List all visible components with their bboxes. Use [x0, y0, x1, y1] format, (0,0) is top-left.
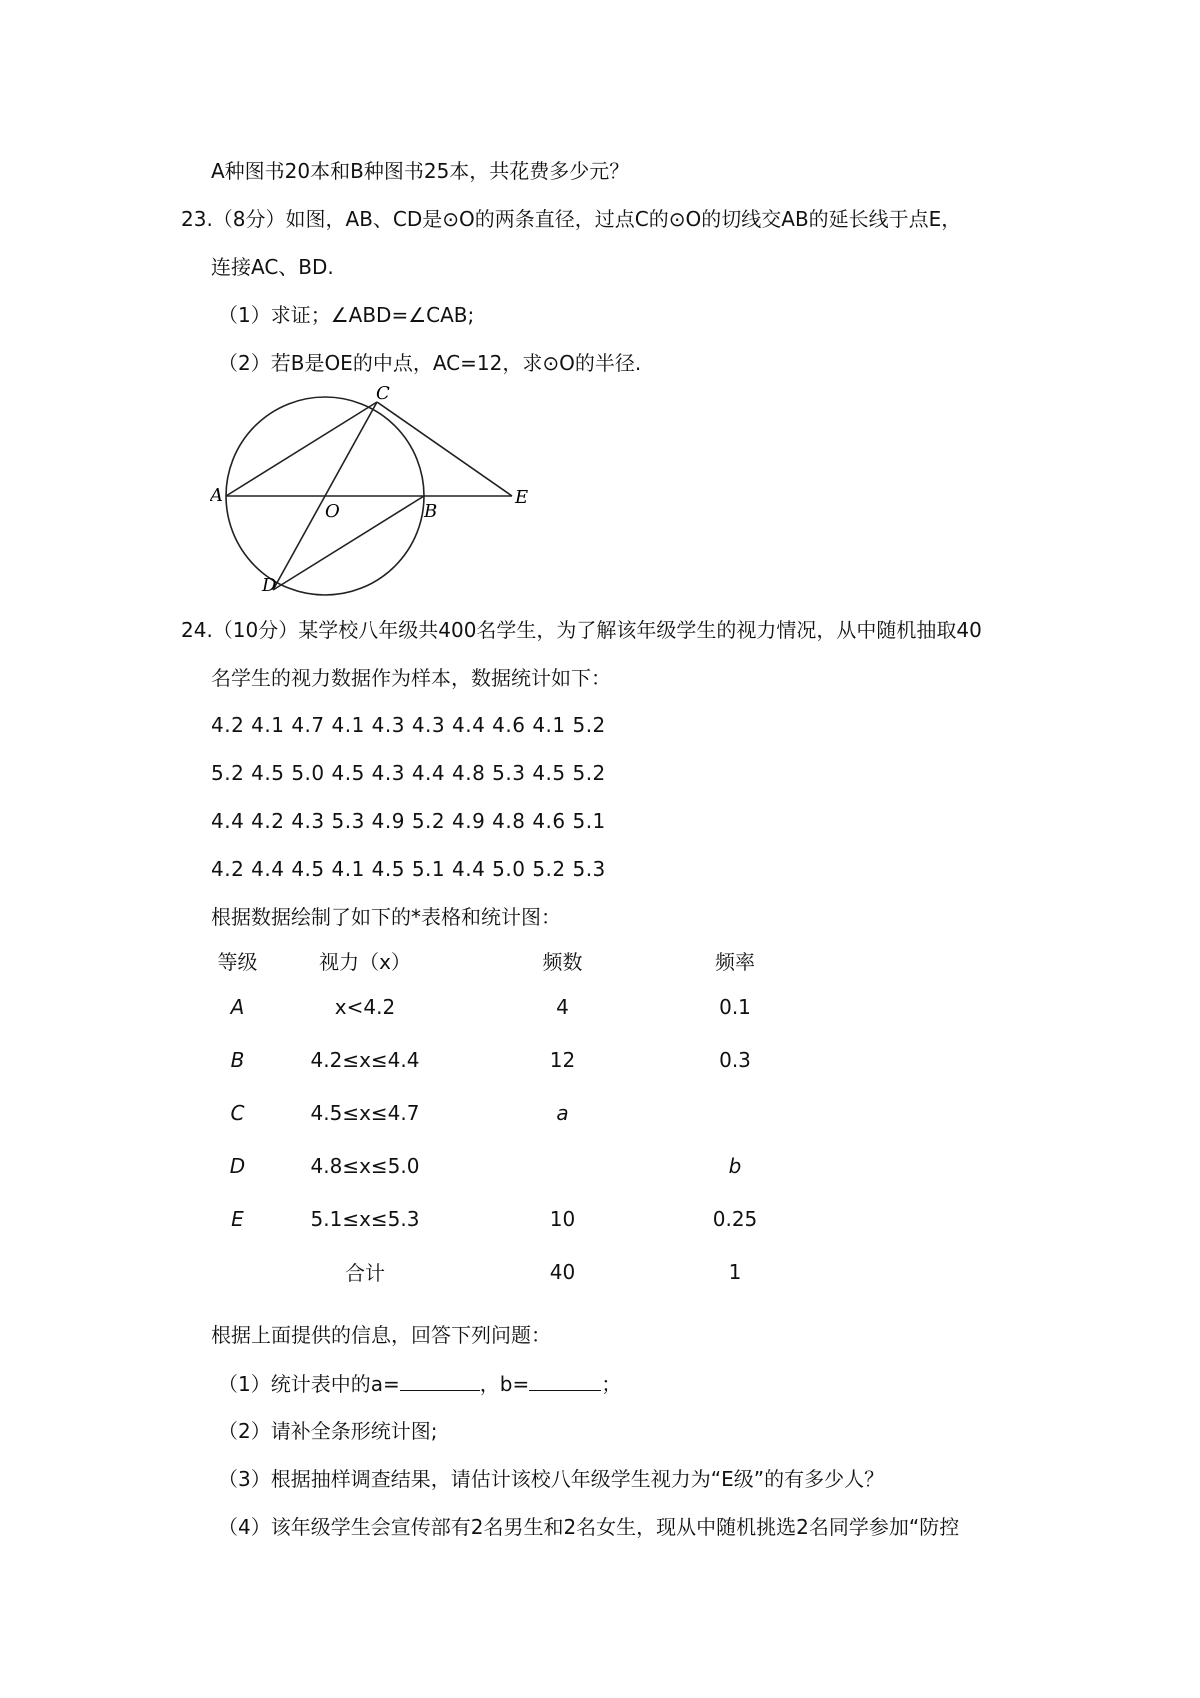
part-1-mid: ，b=: [479, 1372, 530, 1396]
question-24-stem-cont: 名学生的视力数据作为样本，数据统计如下：: [211, 666, 611, 690]
label-e: E: [515, 487, 529, 508]
cell-count: a: [556, 1100, 569, 1125]
cell-total-count: 40: [549, 1259, 576, 1284]
cell-rate: 0.25: [712, 1206, 758, 1231]
cell-grade: [200, 1245, 275, 1298]
cell-rate: [670, 1086, 800, 1139]
label-o: O: [325, 501, 340, 522]
cell-range: 4.2≤x≤4.4: [310, 1047, 420, 1072]
answer-blank-b: [529, 1370, 601, 1391]
cell-range: 4.8≤x≤5.0: [310, 1153, 420, 1178]
tangent-ce: [377, 402, 512, 496]
data-row-4: 4.2 4.4 4.5 4.1 4.5 5.1 4.4 5.0 5.2 5.3: [211, 857, 606, 881]
cell-grade: E: [231, 1206, 244, 1231]
frequency-table: [200, 940, 800, 1298]
question-24-stem: 24.（10分）某学校八年级共400名学生，为了解该年级学生的视力情况，从中随机抽取40: [181, 618, 982, 642]
question-24-part-2: （2）请补全条形统计图;: [218, 1419, 438, 1443]
answer-intro: 根据上面提供的信息，回答下列问题：: [211, 1323, 551, 1347]
question-23-part-1: （1）求证；∠ABD=∠CAB;: [218, 303, 475, 327]
cell-rate: 0.1: [719, 994, 751, 1019]
label-c: C: [376, 385, 390, 404]
table-row: [200, 1086, 800, 1139]
cell-range: x<4.2: [334, 994, 396, 1019]
question-23-stem: 23.（8分）如图，AB、CD是⊙O的两条直径，过点C的⊙O的切线交AB的延长线于点E，: [181, 207, 962, 231]
table-intro: 根据数据绘制了如下的*表格和统计图：: [211, 905, 561, 929]
label-a: A: [210, 485, 223, 506]
question-23-part-2: （2）若B是OE的中点，AC=12，求⊙O的半径.: [218, 351, 642, 375]
cell-grade: D: [229, 1153, 246, 1178]
answer-blank-a: [400, 1370, 480, 1391]
table-row: [200, 1192, 800, 1245]
cell-grade: B: [230, 1047, 245, 1072]
header-rate: 频率: [715, 949, 755, 974]
cell-range: 4.5≤x≤4.7: [310, 1100, 420, 1125]
header-frequency: 频数: [542, 949, 583, 974]
table-row: [200, 980, 800, 1033]
table-row: [200, 1033, 800, 1086]
cell-grade: A: [230, 994, 245, 1019]
label-b: B: [424, 501, 438, 522]
cell-rate: b: [728, 1153, 742, 1178]
question-24-part-4: （4）该年级学生会宣传部有2名男生和2名女生，现从中随机挑选2名同学参加“防控: [218, 1515, 960, 1539]
data-row-3: 4.4 4.2 4.3 5.3 4.9 5.2 4.9 4.8 4.6 5.1: [211, 809, 606, 833]
table-header-row: [200, 940, 800, 980]
previous-question-tail: A种图书20本和B种图书25本，共花费多少元？: [211, 159, 630, 183]
cell-count: [455, 1139, 670, 1192]
cell-count: 10: [549, 1206, 576, 1231]
table-total-row: [200, 1245, 800, 1298]
table-row: [200, 1139, 800, 1192]
data-row-2: 5.2 4.5 5.0 4.5 4.3 4.4 4.8 5.3 4.5 5.2: [211, 761, 606, 785]
cell-total-rate: 1: [728, 1259, 742, 1284]
cell-total-label: 合计: [345, 1261, 385, 1285]
data-row-1: 4.2 4.1 4.7 4.1 4.3 4.3 4.4 4.6 4.1 5.2: [211, 713, 606, 737]
question-24-part-1: [218, 1370, 621, 1397]
question-24-part-3: （3）根据抽样调查结果，请估计该校八年级学生视力为“E级”的有多少人？: [218, 1467, 885, 1491]
line-bd: [273, 496, 424, 590]
header-grade: 等级: [217, 949, 258, 974]
part-1-prefix: （1）统计表中的a=: [218, 1372, 400, 1396]
cell-grade: C: [230, 1100, 245, 1125]
header-vision: 视力（x）: [319, 949, 411, 974]
cell-range: 5.1≤x≤5.3: [310, 1206, 420, 1231]
cell-count: 12: [549, 1047, 576, 1072]
cell-count: 4: [556, 994, 569, 1019]
question-23-stem-cont: 连接AC、BD.: [211, 255, 334, 279]
circle-geometry-figure: [210, 385, 540, 605]
line-ac: [226, 402, 377, 496]
cell-rate: 0.3: [719, 1047, 751, 1072]
label-d: D: [262, 575, 277, 596]
part-1-suffix: ；: [601, 1372, 622, 1396]
